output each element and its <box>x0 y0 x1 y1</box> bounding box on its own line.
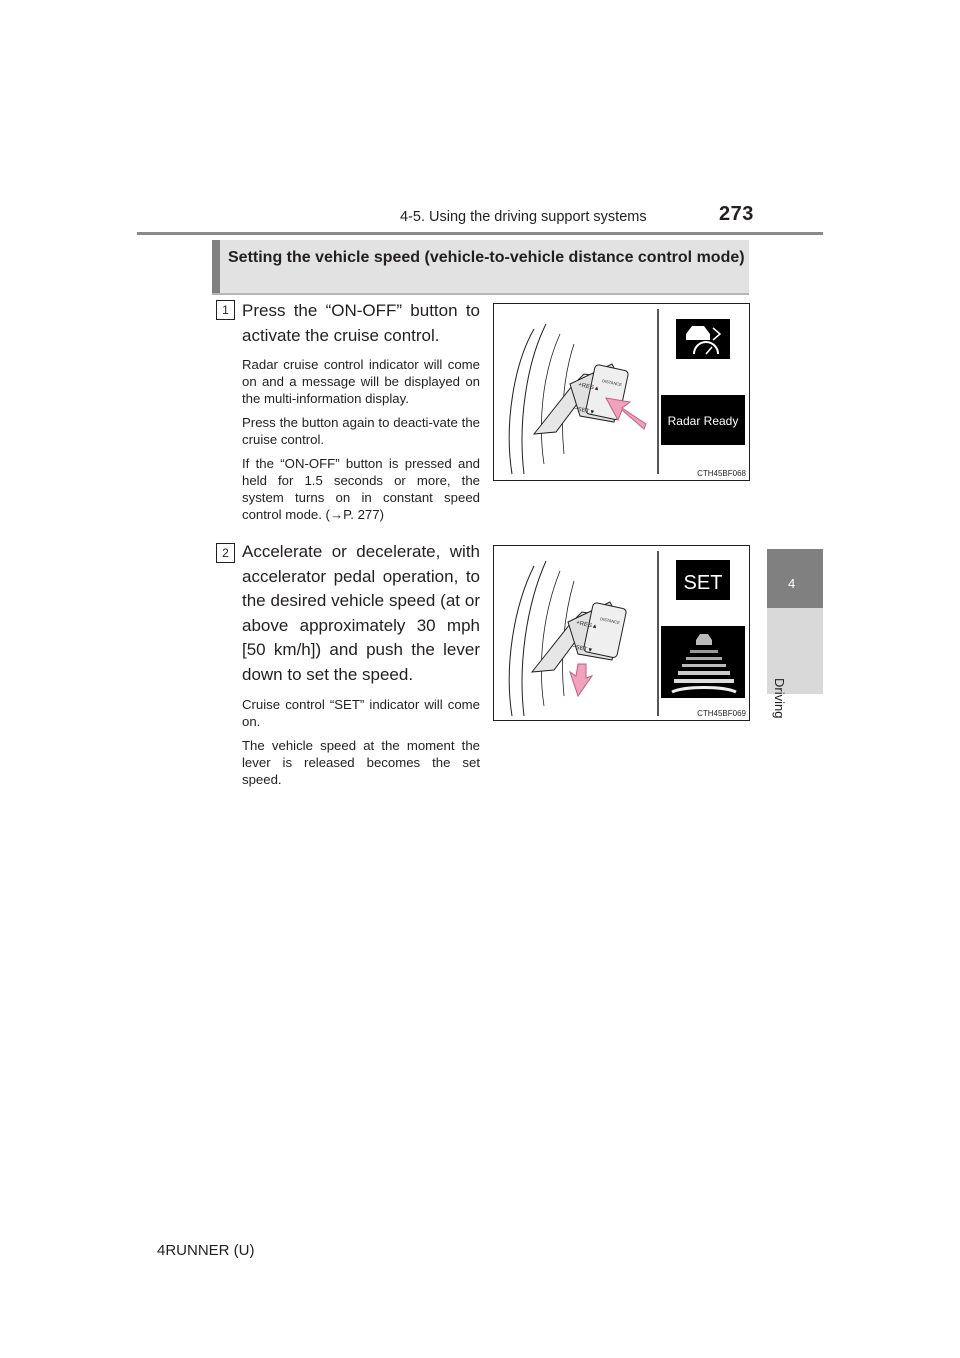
running-header: 4-5. Using the driving support systems <box>400 209 647 225</box>
page-number: 273 <box>719 203 754 225</box>
step-2-note-2: The vehicle speed at the moment the lever is released becomes the set speed. <box>242 737 480 787</box>
lever-mode-label: DISTANCE <box>601 378 623 388</box>
step-1-text <box>242 298 480 523</box>
figure-step-2 <box>493 545 750 721</box>
lever-set-label-2: −SET▼ <box>571 644 594 655</box>
model-footer: 4RUNNER (U) <box>157 1242 255 1259</box>
lever-mode-label-2: DISTANCE <box>599 616 621 626</box>
step-2-instruction: Accelerate or decelerate, with accelerator pedal operation, to the desired vehicle speed (at or above approximately 30 mph [50 km/h]) and push the lever down to set the speed. <box>242 542 480 684</box>
lever-illustration-1 <box>494 304 749 480</box>
lever-res-label: +RES▲ <box>577 382 601 393</box>
lever-res-label-2: +RES▲ <box>575 620 599 631</box>
section-heading-box <box>212 240 749 293</box>
chapter-number: 4 <box>788 576 796 591</box>
lever-set-label: −SET▼ <box>573 406 596 417</box>
chapter-label-tab <box>767 608 823 719</box>
header-rule <box>137 232 823 235</box>
section-heading: Setting the vehicle speed (vehicle-to-vehicle distance control mode) <box>228 249 745 266</box>
push-down-arrow-icon <box>570 664 592 696</box>
figure-code-1: CTH45BF068 <box>697 469 746 478</box>
step-1-instruction: Press the “ON-OFF” button to activate the cruise control. <box>242 301 480 345</box>
step-2-note-1: Cruise control “SET” indicator will come on. <box>242 696 480 729</box>
step-1-note-1: Radar cruise control indicator will come on and a message will be displayed on the multi-information display. <box>242 357 480 406</box>
step-number-2: 2 <box>216 543 235 563</box>
lever-illustration-2 <box>494 546 749 720</box>
figure-code-2: CTH45BF069 <box>697 709 746 718</box>
set-indicator-text: SET <box>683 572 723 594</box>
chapter-tab <box>767 549 823 608</box>
step-1-note-2: Press the button again to deacti-vate the cruise control. <box>242 415 480 447</box>
step-2-text <box>242 540 480 788</box>
radar-ready-message: Radar Ready <box>667 414 739 428</box>
step-1-note-3: If the “ON-OFF” button is pressed and held for 1.5 seconds or more, the system turns on in constant speed control mode. (→P. 277) <box>242 456 480 522</box>
figure-step-1 <box>493 303 750 481</box>
heading-underline <box>212 293 749 295</box>
chapter-label: Driving <box>772 678 787 719</box>
step-number-1: 1 <box>216 300 235 320</box>
